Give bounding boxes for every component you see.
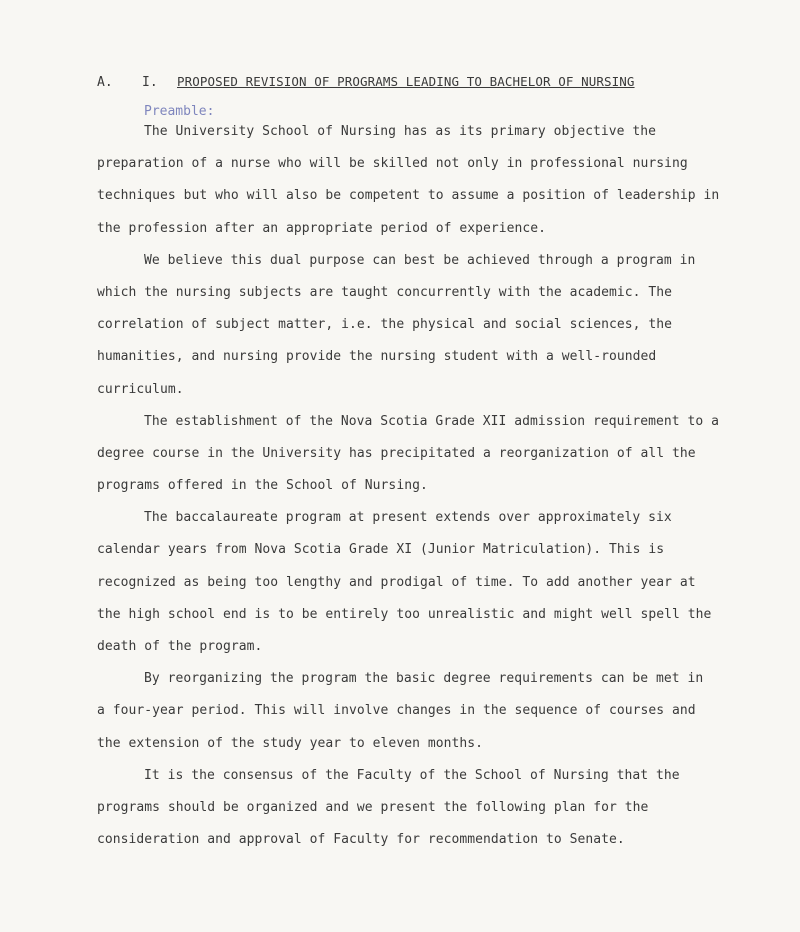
text-line: The establishment of the Nova Scotia Grade XII admission requirement to a [144, 413, 719, 429]
text-line: programs should be organized and we present the following plan for the [97, 799, 649, 815]
text-line: consideration and approval of Faculty for recommendation to Senate. [97, 832, 625, 848]
preamble-label: Preamble: [144, 104, 215, 119]
text-line: The University School of Nursing has as its primary objective the [144, 124, 656, 139]
text-line: The baccalaureate program at present extends over approximately six [144, 510, 672, 526]
text-line: We believe this dual purpose can best be achieved through a program in [144, 252, 696, 268]
text-line: death of the program. [97, 639, 263, 654]
text-line: degree course in the University has precipitated a reorganization of all the [97, 445, 696, 461]
text-line: recognized as being too lengthy and prodigal of time. To add another year at [97, 574, 696, 590]
section-number: I. [142, 75, 158, 90]
text-line: preparation of a nurse who will be skilled not only in professional nursing [97, 156, 688, 172]
text-line: calendar years from Nova Scotia Grade XI (Junior Matriculation). This is [97, 542, 665, 558]
text-line: the high school end is to be entirely too unrealistic and might well spell the [97, 606, 712, 622]
text-line: programs offered in the School of Nursing. [97, 478, 428, 494]
text-line: By reorganizing the program the basic degree requirements can be met in [144, 671, 704, 687]
text-line: humanities, and nursing provide the nursing student with a well-rounded [97, 349, 657, 365]
text-line: the extension of the study year to eleven months. [97, 735, 483, 751]
text-line: curriculum. [97, 381, 184, 397]
document-body [97, 120, 737, 860]
text-line: a four-year period. This will involve changes in the sequence of courses and [97, 703, 696, 719]
section-heading [97, 74, 635, 90]
section-title: PROPOSED REVISION OF PROGRAMS LEADING TO BACHELOR OF NURSING [177, 74, 635, 89]
text-line: the profession after an appropriate period of experience. [97, 220, 546, 236]
text-line: which the nursing subjects are taught concurrently with the academic. The [97, 284, 672, 300]
text-line: It is the consensus of the Faculty of the School of Nursing that the [144, 767, 680, 783]
text-line: techniques but who will also be competent to assume a position of leadership in [97, 188, 720, 204]
section-letter: A. [97, 75, 113, 90]
text-line: correlation of subject matter, i.e. the physical and social sciences, the [97, 317, 672, 333]
